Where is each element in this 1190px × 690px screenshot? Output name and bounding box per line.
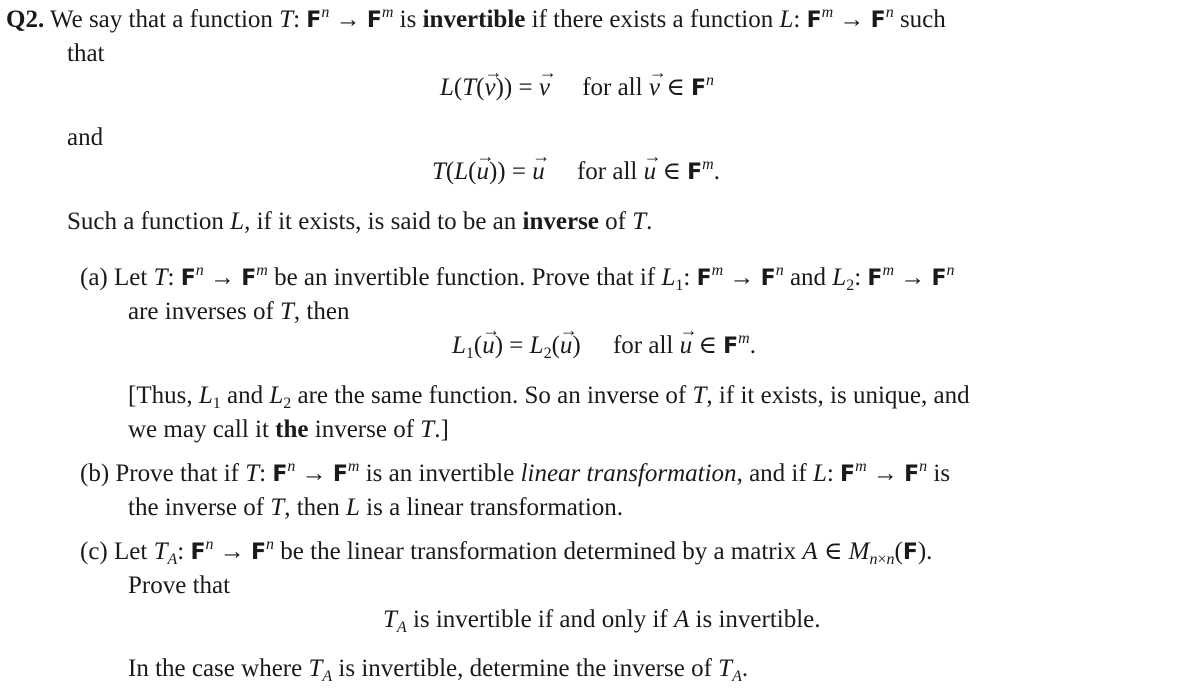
part-c-iff: $T_A$ is invertible if and only if A is invertible. <box>383 606 821 636</box>
question-label: Q2. <box>6 6 45 33</box>
part-a-note-2: we may call it the inverse of T.] <box>128 416 449 443</box>
part-c-final: In the case where $T_A$ is invertible, determine the inverse of $T_A$. <box>128 655 749 685</box>
part-b-label: (b) <box>80 460 110 487</box>
part-a-equation: $L_1(\to u) = L_2(\to u)$ for all → u ∈ $F^m$. <box>452 329 756 364</box>
question-intro-line-2: that <box>67 40 105 67</box>
term-invertible: invertible <box>422 6 526 33</box>
term-inverse: inverse <box>522 208 599 235</box>
part-b-line-2: the inverse of T, then L is a linear transformation. <box>128 494 624 521</box>
inverse-definition: Such a function L, if it exists, is said to be an inverse of T. <box>67 208 653 235</box>
part-c-line-2: Prove that <box>128 572 231 599</box>
and-text: and <box>67 124 104 151</box>
part-c-line-1: (c) Let $T_A$: $F^n \to F^n$ be the linear transformation determined by a matrix A ∈ $M_{n\times n}(F)$. <box>80 536 933 568</box>
equation-right-inverse: T(L(→ u)) = → u for all → u ∈ $F^m$. <box>432 155 720 190</box>
equation-left-inverse: L(T(→ v)) = → v for all → v ∈ $F^n$ <box>440 71 714 106</box>
part-a-note-1: [Thus, $L_1$ and $L_2$ are the same function. So an inverse of T, if it exists, is unique, and <box>128 382 970 412</box>
part-a-label: (a) <box>80 264 108 291</box>
part-c-label: (c) <box>80 538 108 565</box>
part-a-line-1: (a) Let T: $F^n \to F^m$ be an invertible function. Prove that if $L_1$: $F^m \to F^n$ and $L_2$: $F^m \to F^n$ <box>80 262 955 294</box>
question-intro-line: Q2. We say that a function T: $F^n \to F^m$ is invertible if there exists a function L: $F^m \to F^n$ such <box>6 4 946 33</box>
part-b-line-1: (b) Prove that if T: $F^n \to F^m$ is an invertible linear transformation, and if L: $F^m \to F^n$ is <box>80 458 951 487</box>
part-a-line-2: are inverses of T, then <box>128 298 350 325</box>
